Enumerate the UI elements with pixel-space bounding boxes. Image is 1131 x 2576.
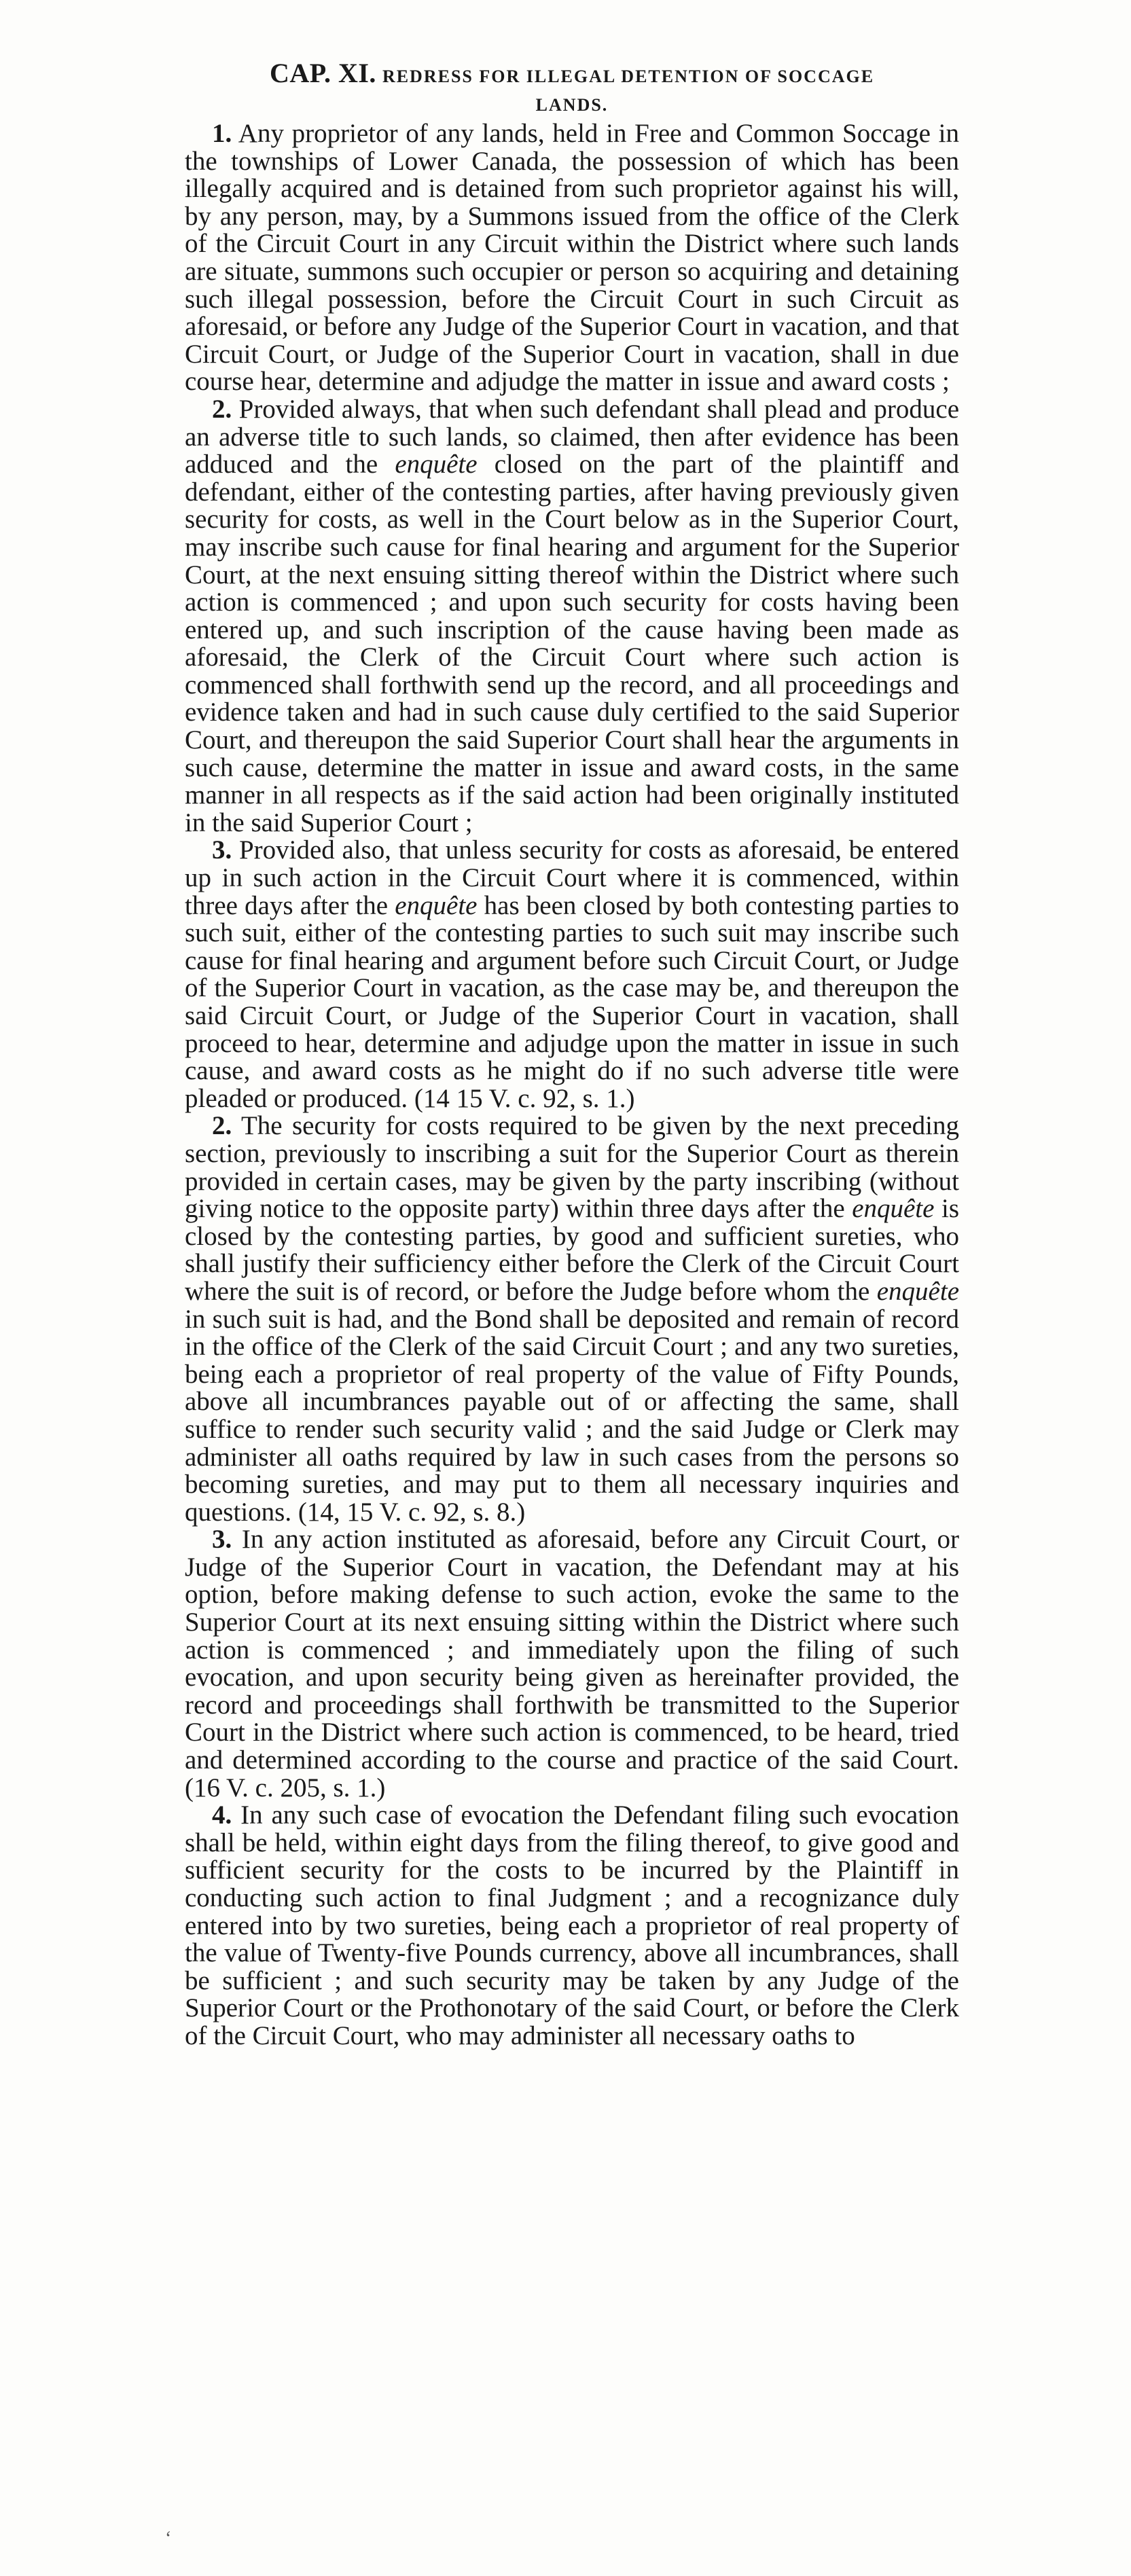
section-text: Any proprietor of any lands, held in Free and Common Soccage in the townships of Lower Canada, the possession of which has been illegally acquired and is detained from such proprietor against his will, by any person, may, by a Summons issued from the office of the Clerk of the Circuit Court in any Circuit within the District where such lands are situate, summons such occupier or person so acquiring and detaining such illegal possession, before the Circuit Court in such Circuit as aforesaid, or before any Judge of the Superior Court in vacation, and that Circuit Court, or Judge of the Superior Court in vacation, shall in due course hear, determine and adjudge the matter in issue and award costs ; [185,119,959,397]
section-text: The security for costs required to be given by the next preceding section, previously to inscribing a suit for the Superior Court as therein provided in certain cases, may be given by the party inscribing (without giving notice to the opposite party) within three days after the enquête is closed by the contesting parties, by good and sufficient sureties, who shall justify their sufficiency either before the Clerk of the Circuit Court where the suit is of record, or before the Judge before whom the enquête in such suit is had, and the Bond shall be deposited and remain of record in the office of the Clerk of the said Circuit Court ; and any two sureties, being each a proprietor of real property of the value of Fifty Pounds, above all incumbrances payable out of or affecting the same, shall suffice to render such security valid ; and the said Judge or Clerk may administer all oaths required by law in such cases from the persons so becoming sureties, and may put to them all necessary inquiries and questions. [185,1111,960,1527]
section-paragraph [185,1526,959,1802]
section-paragraph [185,837,959,1112]
italic-term: enquête [876,1276,959,1306]
chapter-heading-line2 [185,90,959,119]
section-paragraph [185,396,959,837]
section-paragraph [185,120,959,396]
section-number: 2. [212,394,232,424]
section-number: 4. [212,1800,232,1830]
chapter-title-line2: LANDS. [535,95,609,115]
text-column [185,60,959,2050]
chapter-number: CAP. XI. [269,58,376,88]
italic-term: enquête [395,450,478,479]
section-text: In any action instituted as aforesaid, before any Circuit Court, or Judge of the Superior Court in vacation, the Defendant may at his option, before making defense to such action, evoke the same to the Superior Court at its next ensuing sitting within the District where such action is commenced ; and immediately upon the filing of such evocation, and upon security being given as hereinafter provided, the record and proceedings shall forthwith be transmitted to the Superior Court in the District where such action is commenced, to be heard, tried and determined according to the course and practice of the said Court. [185,1525,959,1775]
section-text: Provided always, that when such defendant shall plead and produce an adverse title to such lands, so claimed, then after evidence has been adduced and the enquête closed on the part of the plaintiff and defendant, either of the contesting parties, after having previously given security for costs, as well in the Court below as in the Superior Court, may inscribe such cause for final hearing and argument for the Superior Court, at the next ensuing sitting thereof within the District where such action is commenced ; and upon such security for costs having been entered up, and such inscription of the cause having been made as aforesaid, the Clerk of the Circuit Court where such action is commenced shall forthwith send up the record, and all proceedings and evidence taken and had in such cause duly certified to the said Superior Court, and thereupon the said Superior Court shall hear the arguments in such cause, determine the matter in issue and award costs, in the same manner in all respects as if the said action had been originally instituted in the said Superior Court ; [185,394,959,837]
section-number: 3. [212,835,232,865]
chapter-heading [185,60,959,90]
statute-citation: (16 V. c. 205, s. 1.) [185,1773,386,1802]
section-text: Provided also, that unless security for costs as aforesaid, be entered up in such action in the Circuit Court where it is commenced, within three days after the enquête has been closed by both contesting parties to such suit, either of the contesting parties to such suit may inscribe such cause for final hearing and argument before such Circuit Court, or Judge of the Superior Court in vacation, as the case may be, and thereupon the said Circuit Court, or Judge of the Superior Court in vacation, shall proceed to hear, determine and adjudge upon the matter in issue in such cause, and award costs as he might do if no such adverse title were pleaded or produced. [185,835,960,1113]
section-paragraph [185,1112,959,1526]
section-text: In any such case of evocation the Defendant filing such evocation shall be held, within eight days from the filing thereof, to give good and sufficient security for the costs to be incurred by the Plaintiff in conducting such action to final Judgment ; and a recognizance duly entered into by two sureties, being each a proprietor of real property of the value of Twenty-five Pounds currency, above all incumbrances, shall be sufficient ; and such security may be taken by any Judge of the Superior Court or the Prothonotary of the said Court, or before the Clerk of the Circuit Court, who may administer all necessary oaths to [185,1800,959,2050]
statute-citation: (14, 15 V. c. 92, s. 8.) [298,1497,526,1527]
section-number: 2. [212,1111,232,1141]
italic-term: enquête [852,1194,935,1224]
statute-citation: (14 15 V. c. 92, s. 1.) [414,1083,635,1113]
section-number: 3. [212,1525,232,1555]
margin-mark: ʻ [165,2528,172,2549]
section-number: 1. [212,119,232,148]
chapter-title-line1: REDRESS FOR ILLEGAL DETENTION OF SOCCAGE [382,67,875,86]
italic-term: enquête [395,890,478,920]
section-paragraph [185,1802,959,2050]
